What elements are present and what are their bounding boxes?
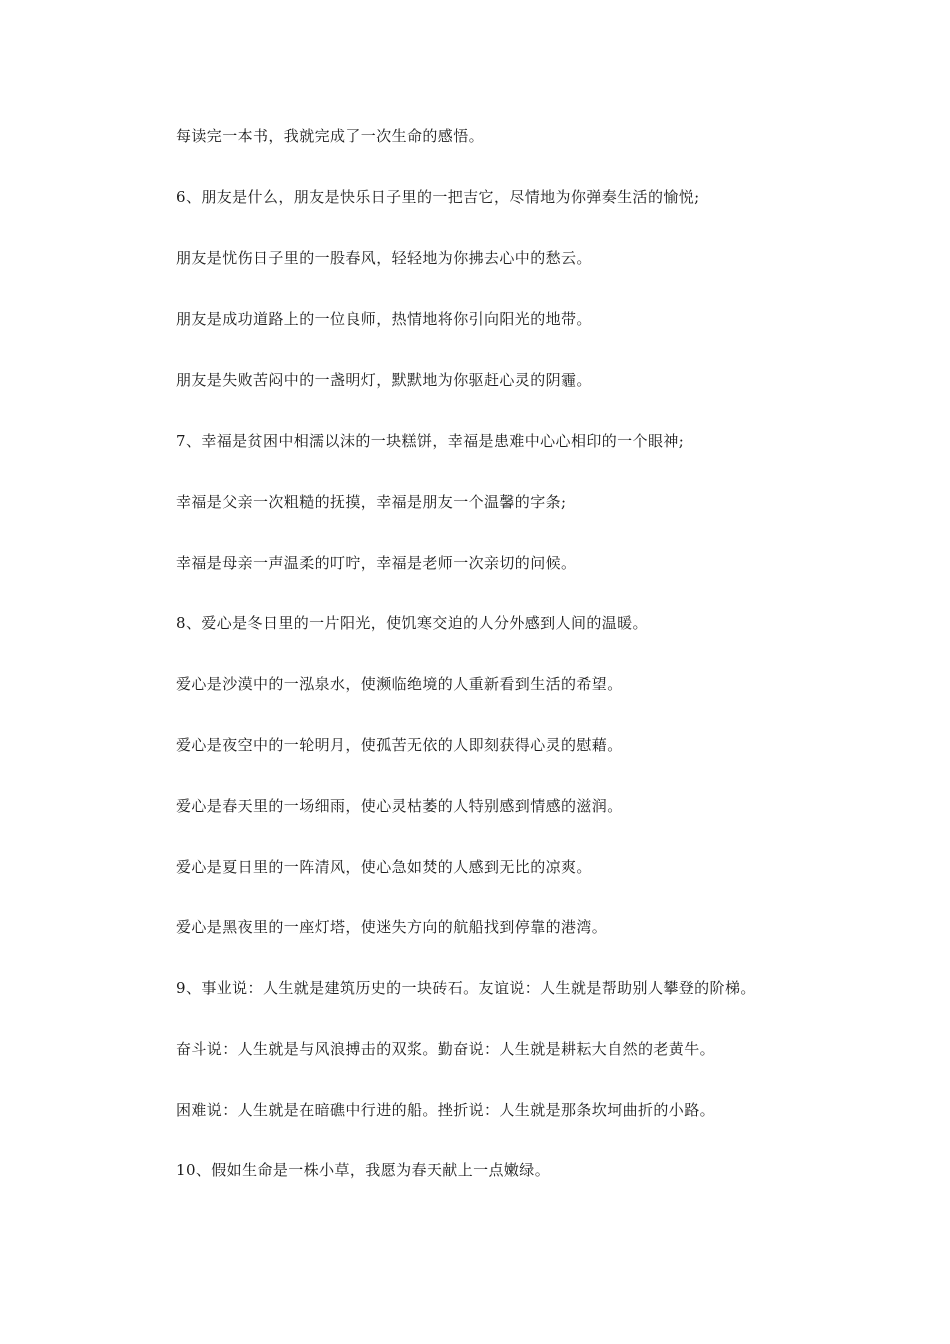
text-line: 10、假如生命是一株小草，我愿为春天献上一点嫩绿。 [176,1161,551,1179]
text-line: 朋友是成功道路上的一位良师，热情地将你引向阳光的地带。 [176,310,592,328]
text-line: 爱心是黑夜里的一座灯塔，使迷失方向的航船找到停靠的港湾。 [176,918,608,936]
text-line: 6、朋友是什么，朋友是快乐日子里的一把吉它，尽情地为你弹奏生活的愉悦; [176,188,700,206]
text-line: 7、幸福是贫困中相濡以沫的一块糕饼，幸福是患难中心心相印的一个眼神; [176,432,685,450]
text-line: 朋友是失败苦闷中的一盏明灯，默默地为你驱赶心灵的阴霾。 [176,371,592,389]
text-line: 奋斗说：人生就是与风浪搏击的双浆。勤奋说：人生就是耕耘大自然的老黄牛。 [176,1040,716,1058]
text-line: 爱心是夜空中的一轮明月，使孤苦无依的人即刻获得心灵的慰藉。 [176,736,623,754]
text-line: 困难说：人生就是在暗礁中行进的船。挫折说：人生就是那条坎坷曲折的小路。 [176,1101,716,1119]
text-line: 幸福是父亲一次粗糙的抚摸，幸福是朋友一个温馨的字条; [176,493,567,511]
text-line: 8、爱心是冬日里的一片阳光，使饥寒交迫的人分外感到人间的温暖。 [176,614,648,632]
text-line: 朋友是忧伤日子里的一股春风，轻轻地为你拂去心中的愁云。 [176,249,592,267]
text-line: 幸福是母亲一声温柔的叮咛，幸福是老师一次亲切的问候。 [176,554,577,572]
text-line: 爱心是沙漠中的一泓泉水，使濒临绝境的人重新看到生活的希望。 [176,675,623,693]
text-line: 爱心是夏日里的一阵清风，使心急如焚的人感到无比的凉爽。 [176,858,592,876]
text-line: 爱心是春天里的一场细雨，使心灵枯萎的人特别感到情感的滋润。 [176,797,623,815]
text-line: 9、事业说：人生就是建筑历史的一块砖石。友谊说：人生就是帮助别人攀登的阶梯。 [176,979,756,997]
text-line: 每读完一本书，我就完成了一次生命的感悟。 [176,127,485,145]
